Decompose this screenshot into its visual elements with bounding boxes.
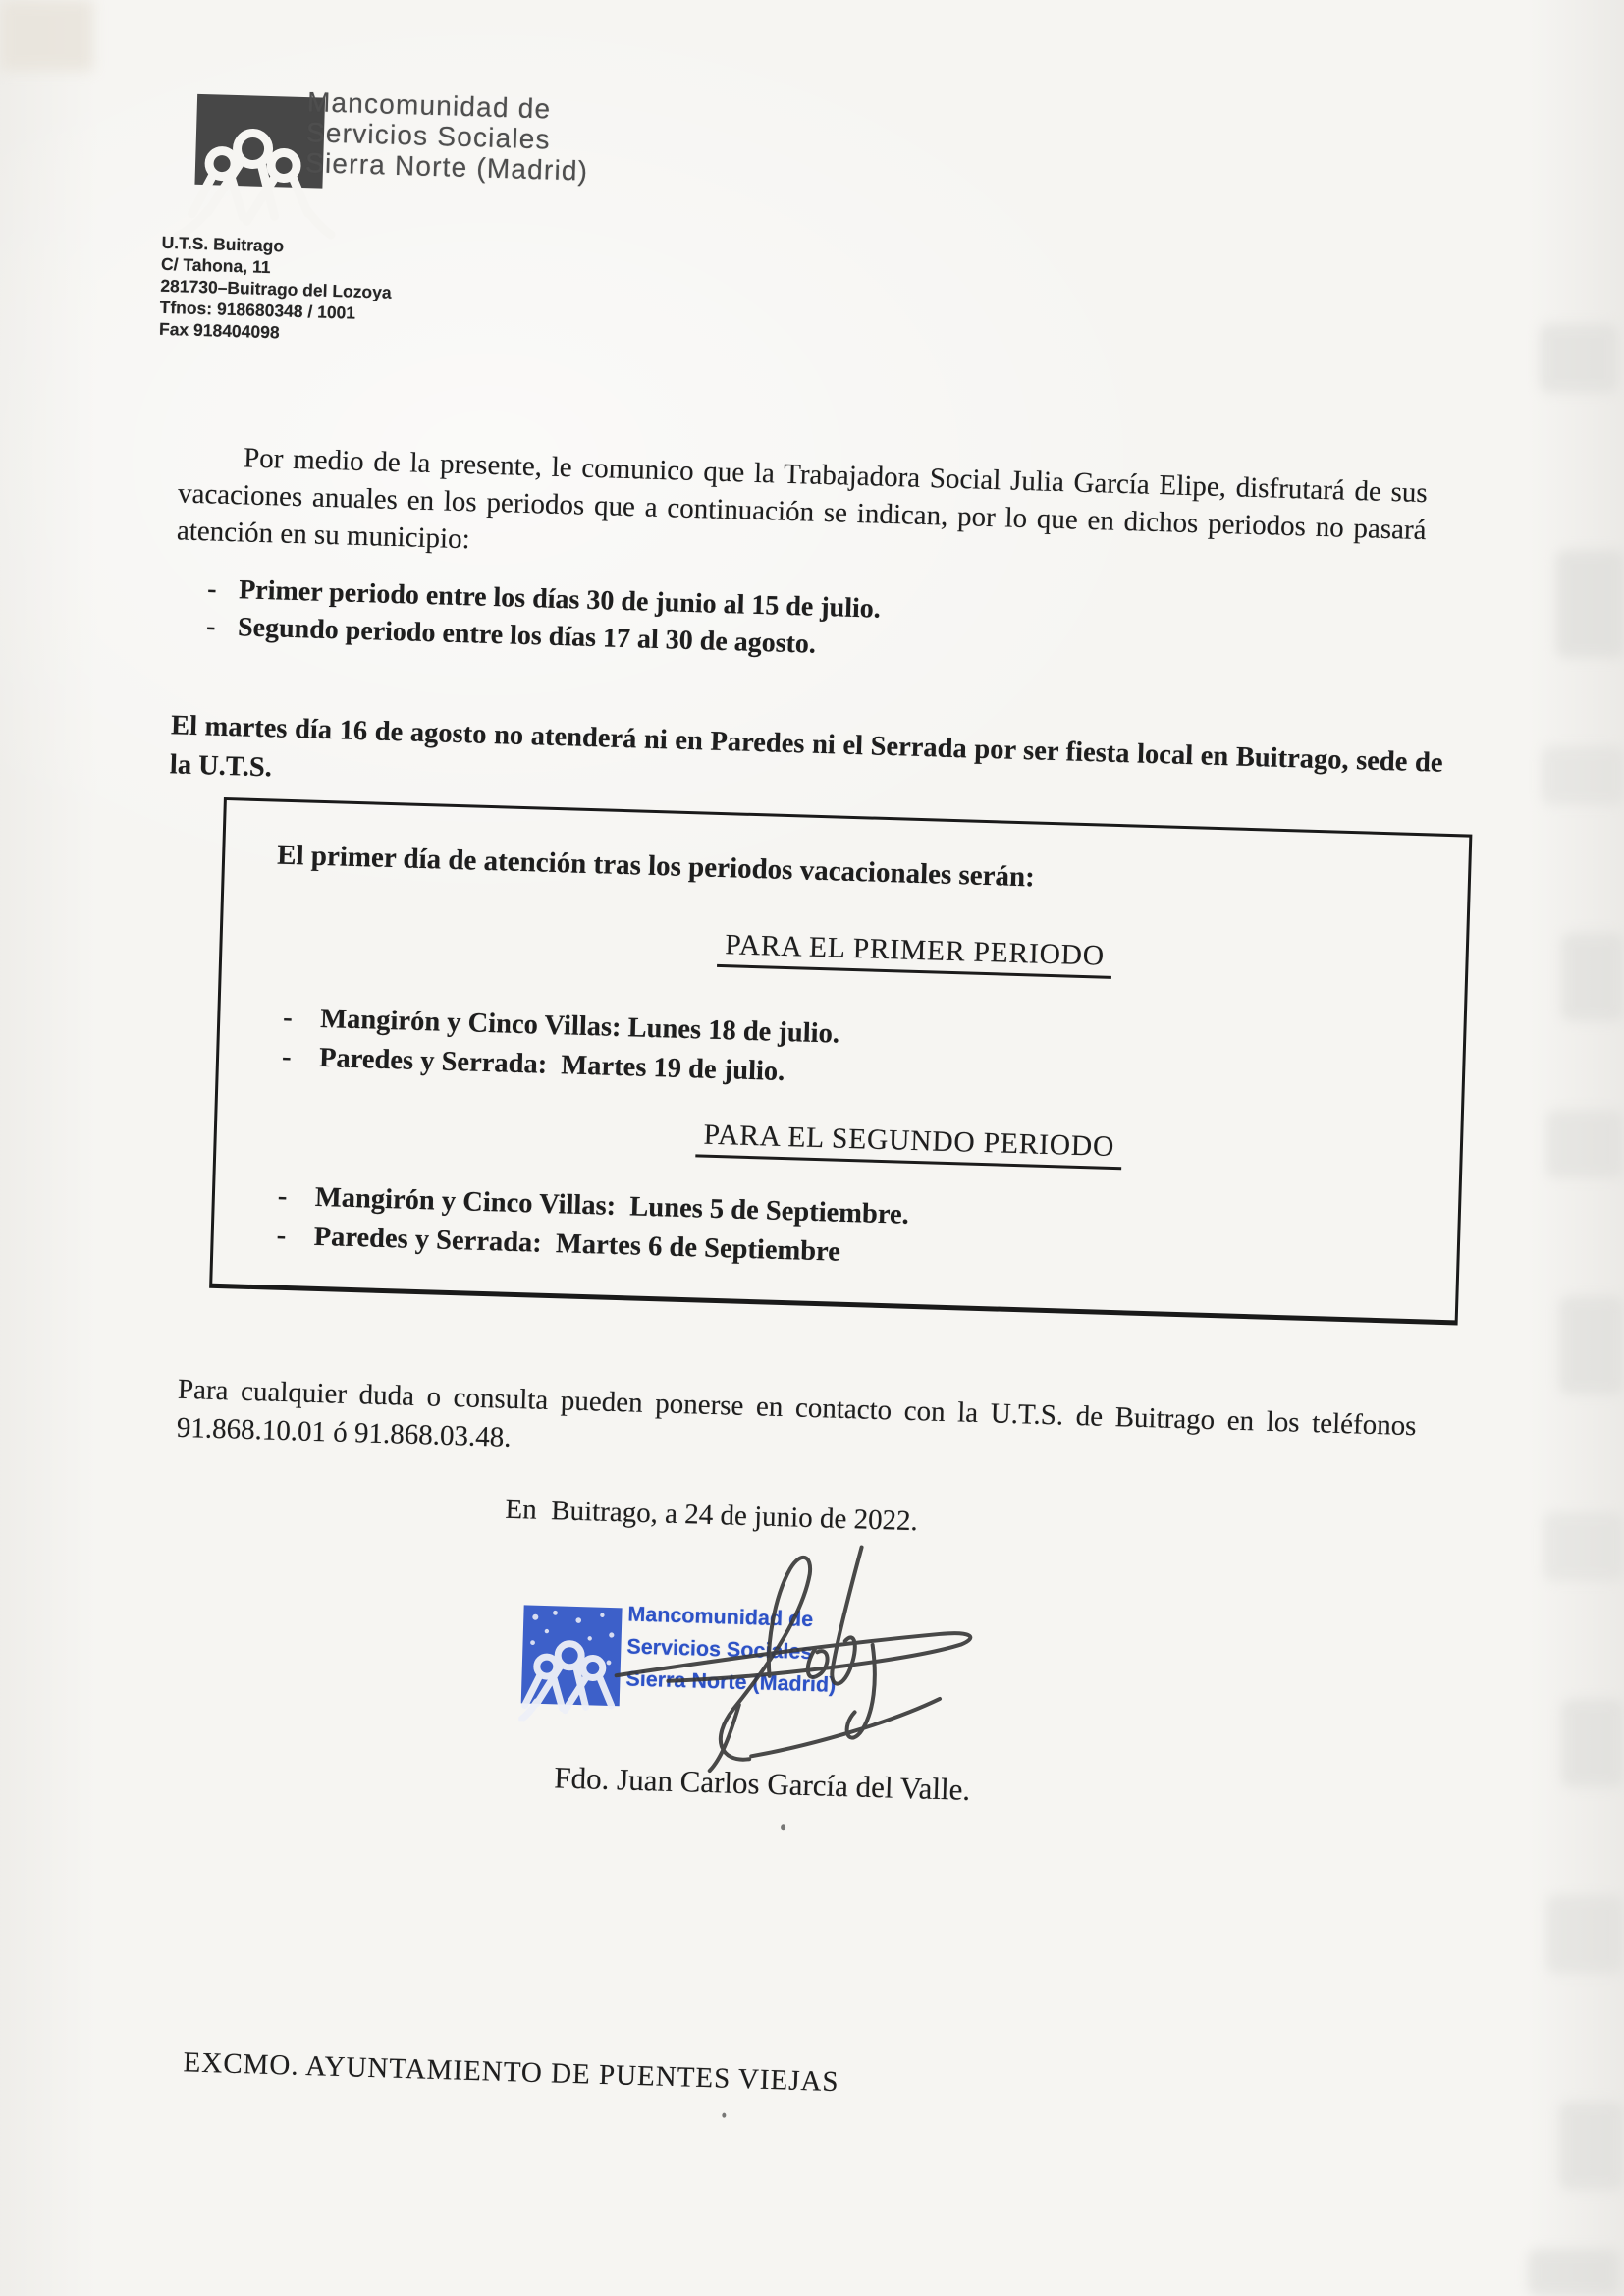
stamp-text-line: Sierra Norte (Madrid)	[625, 1667, 837, 1697]
intro-paragraph: Por medio de la presente, le comunico que la Trabajadora Social Julia García Elipe, disfrutará de sus vacaciones anuales en los periodos que a continuación se indican, por lo que en dichos periodos no pasará atención en su municipio:	[176, 442, 1429, 556]
list-item-text: Paredes y Serrada: Martes 19 de julio.	[318, 1042, 785, 1088]
org-name-line: Servicios Sociales	[305, 117, 552, 155]
dash-bullet: -	[282, 1002, 294, 1034]
org-name-line: Mancomunidad de	[306, 86, 552, 125]
stamp-logo-icon	[518, 1603, 624, 1723]
contact-line: Fax 918404098	[158, 318, 280, 343]
list-item-text: Segundo periodo entre los días 17 al 30 de agosto.	[237, 612, 817, 660]
contact-line: Tfnos: 918680348 / 1001	[159, 297, 356, 323]
dash-bullet: -	[206, 574, 218, 605]
stamp-text-line: Mancomunidad de	[627, 1602, 814, 1632]
org-name-line: Sierra Norte (Madrid)	[304, 147, 589, 187]
contact-line: C/ Tahona, 11	[160, 253, 271, 278]
list-item-text: Mangirón y Cinco Villas: Lunes 5 de Septiembre.	[314, 1181, 910, 1230]
signer-name: Fdo. Juan Carlos García del Valle.	[553, 1760, 971, 1807]
first-period-list	[282, 999, 840, 1094]
contact-note-paragraph: Para cualquier duda o consulta pueden ponerse en contacto con la U.T.S. de Buitrago en los teléfonos 91.868.10.01 ó 91.868.03.48.	[176, 1373, 1417, 1453]
ink-speck	[781, 1824, 785, 1830]
list-item-text: Mangirón y Cinco Villas: Lunes 18 de julio.	[319, 1003, 840, 1050]
handwritten-signature	[612, 1522, 1021, 1784]
vacation-period-list	[206, 571, 882, 665]
stamp-text-line: Servicios Sociales	[626, 1634, 813, 1665]
attention-schedule-box	[209, 797, 1472, 1326]
ink-speck	[722, 2113, 726, 2118]
holiday-notice-paragraph: El martes día 16 de agosto no atenderá ni en Paredes ni el Serrada por ser fiesta local en Buitrago, sede de la U.T.S.	[169, 709, 1443, 783]
dash-bullet: -	[277, 1180, 288, 1213]
second-period-heading: PARA EL SEGUNDO PERIODO	[287, 1107, 1531, 1182]
box-intro: El primer día de atención tras los periodos vacacionales serán:	[276, 839, 1036, 894]
contact-line: 281730–Buitrago del Lozoya	[160, 275, 392, 302]
dash-bullet: -	[281, 1041, 293, 1073]
contact-line: U.T.S. Buitrago	[161, 232, 285, 256]
list-item-text: Paredes y Serrada: Martes 6 de Septiembre	[313, 1221, 841, 1268]
dash-bullet: -	[276, 1220, 287, 1252]
uts-contact-block	[159, 232, 394, 347]
second-period-list	[276, 1177, 909, 1275]
dash-bullet: -	[205, 611, 216, 642]
date-line: En Buitrago, a 24 de junio de 2022.	[505, 1493, 919, 1538]
list-item-text: Primer periodo entre los días 30 de junio al 15 de julio.	[238, 574, 882, 625]
addressee-footer: EXCMO. AYUNTAMIENTO DE PUENTES VIEJAS	[183, 2047, 840, 2099]
org-name	[305, 86, 591, 187]
first-period-heading: PARA EL PRIMER PERIODO	[293, 916, 1537, 992]
